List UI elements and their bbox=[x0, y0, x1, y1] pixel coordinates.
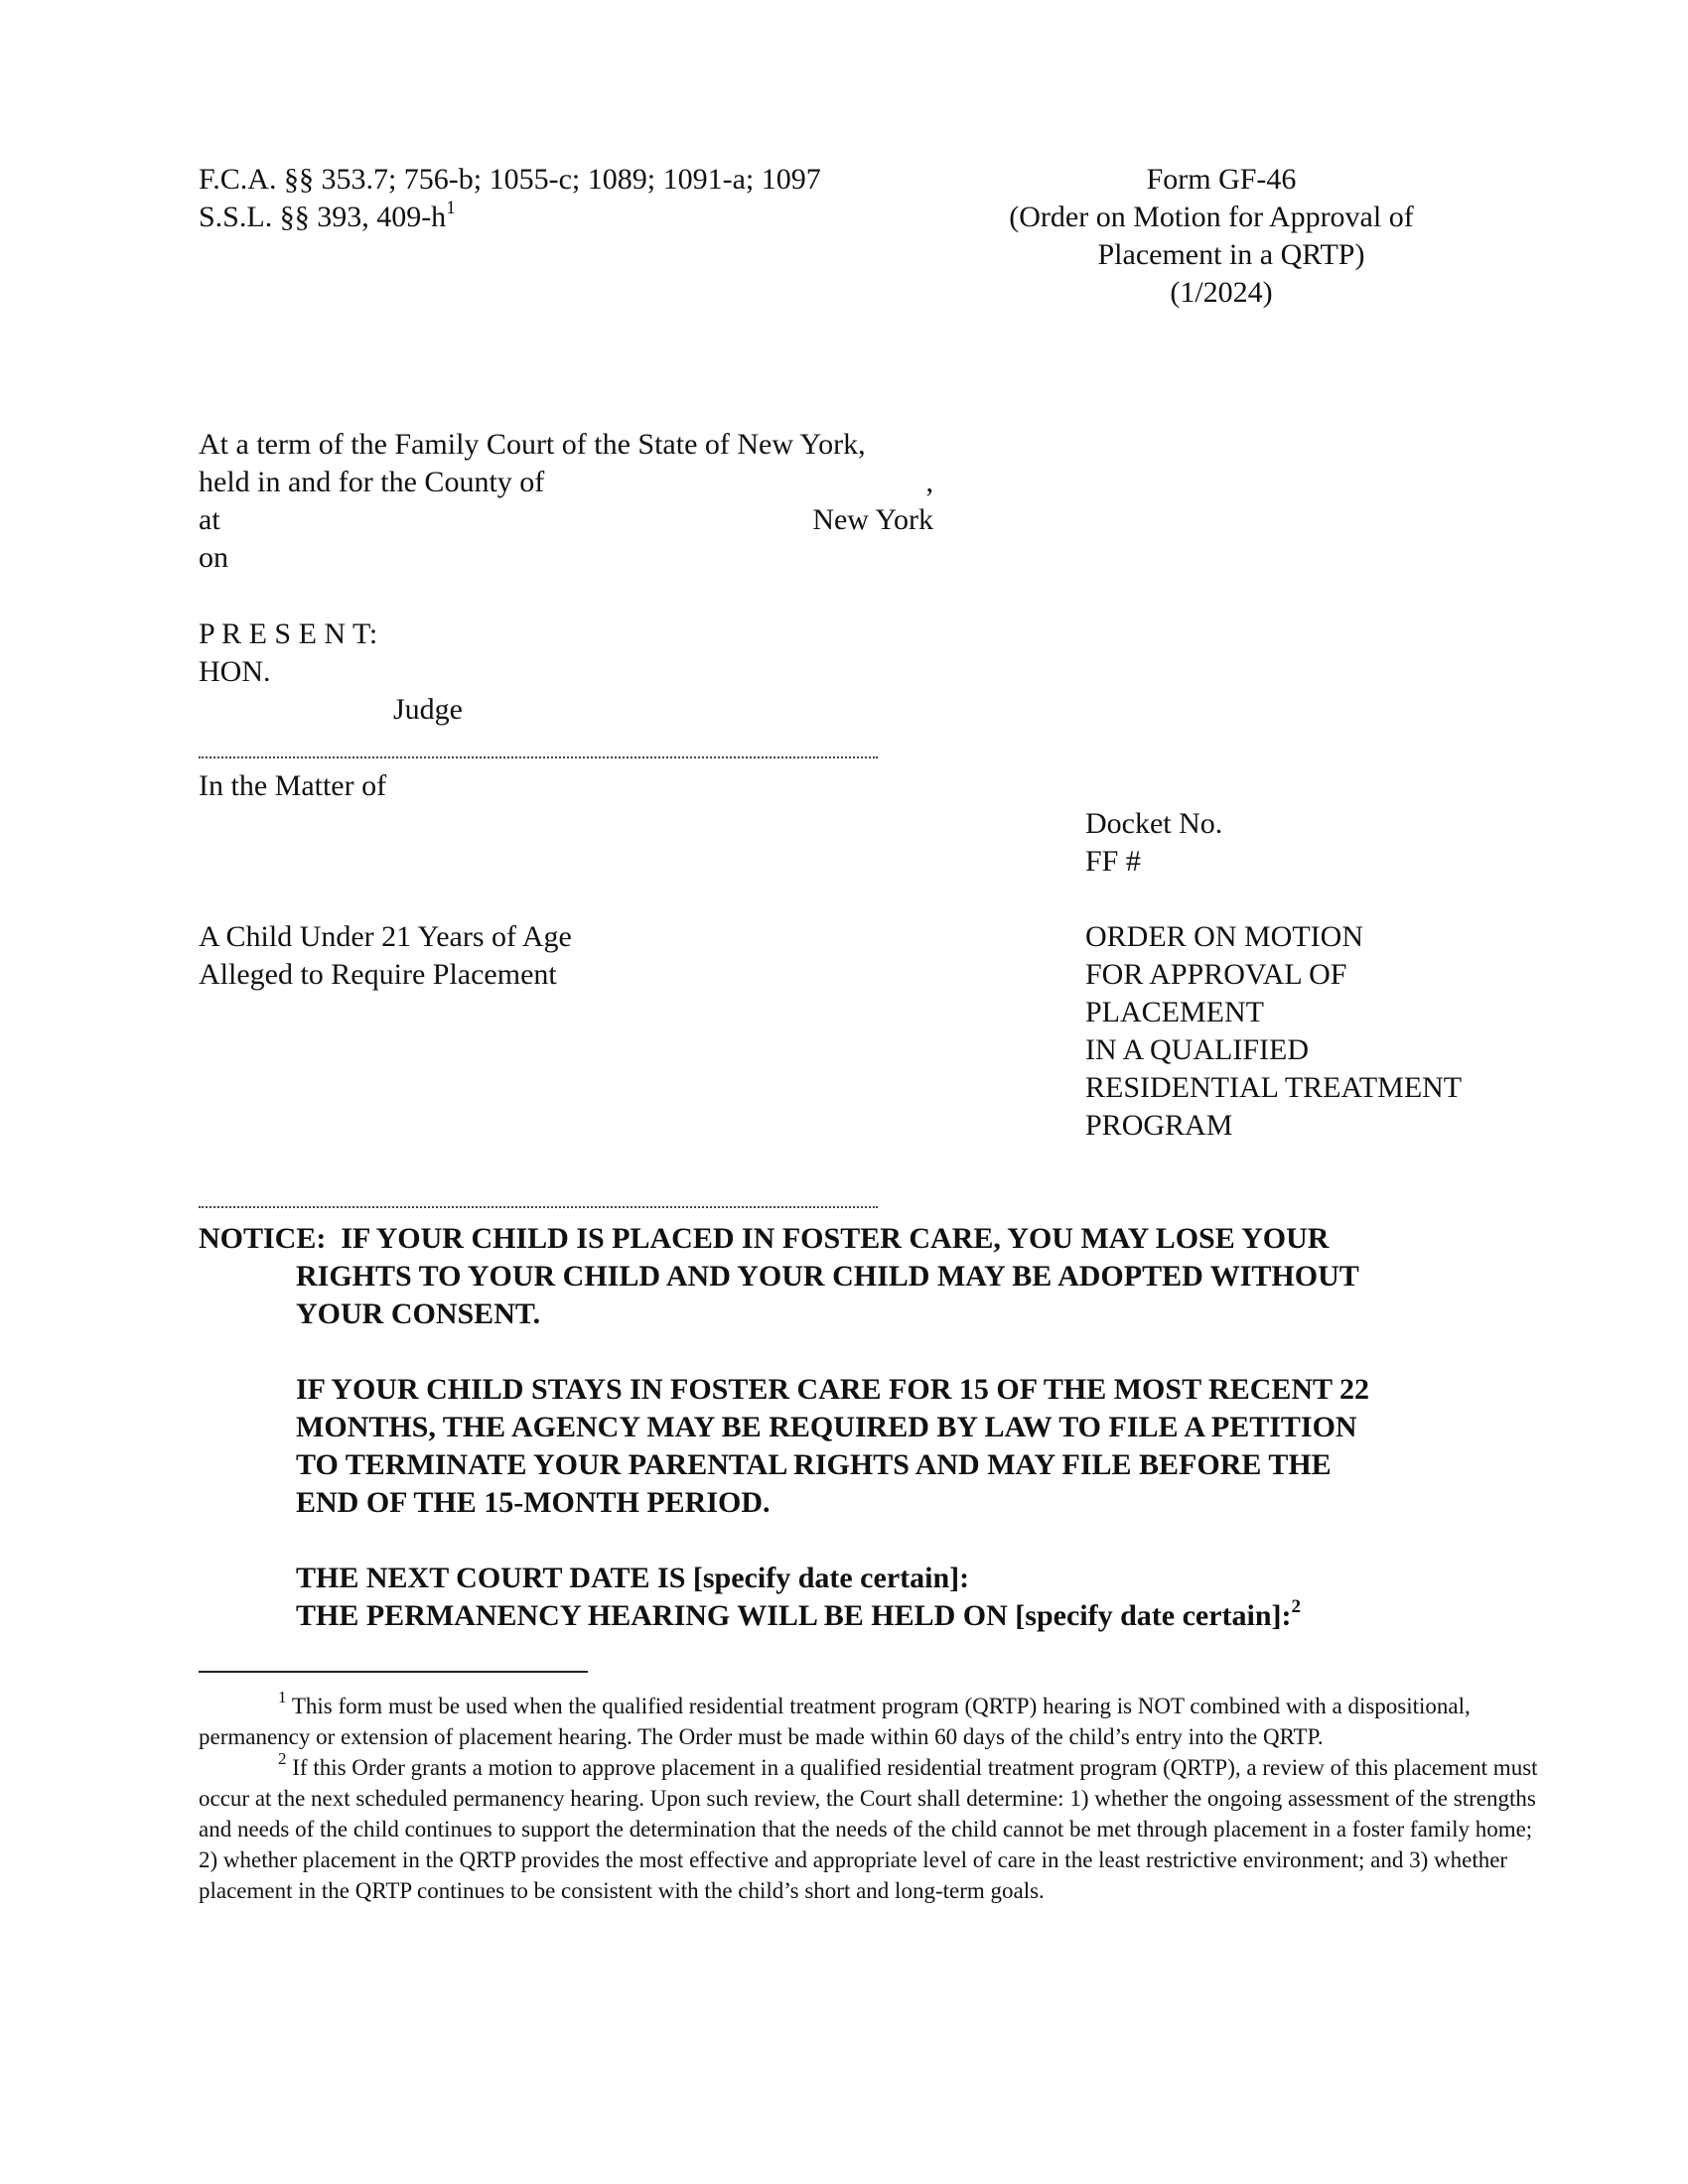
present-label: P R E S E N T: bbox=[199, 617, 378, 650]
notice-para2-line-3: TO TERMINATE YOUR PARENTAL RIGHTS AND MAY FILE BEFORE THE bbox=[296, 1448, 1332, 1481]
caption-divider-top bbox=[199, 756, 878, 758]
footnote-1-number: 1 bbox=[278, 1688, 287, 1707]
judge-label: Judge bbox=[393, 693, 463, 726]
form-identifier bbox=[953, 161, 1470, 312]
county-comma: , bbox=[925, 466, 933, 498]
statutes-citation bbox=[199, 161, 821, 236]
docket-block bbox=[1085, 805, 1222, 881]
court-dates bbox=[296, 1560, 1527, 1635]
child-line-2: Alleged to Require Placement bbox=[199, 958, 557, 991]
notice-para2-line-1: IF YOUR CHILD STAYS IN FOSTER CARE FOR 15 OF THE MOST RECENT 22 bbox=[296, 1373, 1370, 1406]
order-title-line-1: ORDER ON MOTION bbox=[1085, 920, 1363, 953]
order-title-line-2: FOR APPROVAL OF bbox=[1085, 958, 1347, 991]
notice-para2-line-2: MONTHS, THE AGENCY MAY BE REQUIRED BY LAW TO FILE A PETITION bbox=[296, 1411, 1357, 1443]
footnote-2-text: If this Order grants a motion to approve placement in a qualified residential treatment program (QRTP), a review of this placement must occur at the next scheduled permanency hearing. Upon such review, the Court shall determine: 1) whether the ongoing assessment of the strengths and needs of the child continues to support the determination that the needs of the child cannot be met through placement in a foster family home; 2) whether placement in the QRTP provides the most effective and appropriate level of care in the least restrictive environment; and 3) whether placement in the QRTP continues to be consistent with the child’s short and long-term goals. bbox=[199, 1755, 1538, 1903]
notice-block bbox=[199, 1220, 1529, 1333]
notice-para1-line-1-text: IF YOUR CHILD IS PLACED IN FOSTER CARE, YOU MAY LOSE YOUR bbox=[341, 1222, 1330, 1255]
county-label: held in and for the County of bbox=[199, 466, 545, 498]
court-term-block bbox=[199, 426, 933, 577]
form-number: Form GF-46 bbox=[1146, 163, 1297, 196]
state-label: New York bbox=[812, 503, 933, 536]
order-title-line-4: IN A QUALIFIED bbox=[1085, 1033, 1309, 1066]
present-block bbox=[199, 615, 463, 729]
order-title-line-6: PROGRAM bbox=[1085, 1109, 1233, 1142]
notice-para1-line-3: YOUR CONSENT. bbox=[296, 1297, 541, 1330]
hon-label: HON. bbox=[199, 655, 271, 688]
court-term-line-3 bbox=[199, 501, 933, 539]
footnote-2-number: 2 bbox=[278, 1749, 287, 1769]
footnote-ref-1: 1 bbox=[446, 198, 456, 218]
child-line-1: A Child Under 21 Years of Age bbox=[199, 920, 572, 953]
notice-label: NOTICE: bbox=[199, 1222, 327, 1255]
order-title-line-3: PLACEMENT bbox=[1085, 996, 1264, 1028]
notice-para1-line-2: RIGHTS TO YOUR CHILD AND YOUR CHILD MAY BE ADOPTED WITHOUT bbox=[296, 1260, 1359, 1293]
notice-para2-line-4: END OF THE 15-MONTH PERIOD. bbox=[296, 1486, 771, 1519]
permanency-hearing-line bbox=[296, 1597, 1527, 1635]
notice-paragraph-2 bbox=[296, 1371, 1527, 1522]
notice-para1-line-1 bbox=[199, 1220, 1529, 1258]
statutes-line-2 bbox=[199, 199, 821, 236]
form-title-line-1: (Order on Motion for Approval of bbox=[1009, 201, 1414, 233]
docket-label: Docket No. bbox=[1085, 807, 1223, 840]
in-the-matter-of: In the Matter of bbox=[199, 769, 387, 802]
footnote-2 bbox=[199, 1749, 1549, 1906]
form-date: (1/2024) bbox=[1170, 276, 1273, 309]
statutes-line-2-text: S.S.L. §§ 393, 409-h bbox=[199, 201, 447, 233]
next-court-date: THE NEXT COURT DATE IS [specify date certain]: bbox=[296, 1562, 970, 1594]
footnotes bbox=[199, 1688, 1549, 1906]
order-title-line-5: RESIDENTIAL TREATMENT bbox=[1085, 1071, 1463, 1104]
order-title bbox=[1085, 918, 1462, 1145]
caption-divider-bottom bbox=[199, 1206, 878, 1208]
footnote-separator bbox=[199, 1671, 588, 1673]
statutes-line-1: F.C.A. §§ 353.7; 756-b; 1055-c; 1089; 1091-a; 1097 bbox=[199, 163, 821, 196]
court-term-line-2 bbox=[199, 464, 933, 501]
on-label: on bbox=[199, 541, 228, 574]
court-term-line-1: At a term of the Family Court of the State of New York, bbox=[199, 428, 866, 461]
child-description bbox=[199, 918, 572, 994]
at-label: at bbox=[199, 503, 220, 536]
form-title-line-2: Placement in a QRTP) bbox=[1097, 238, 1365, 271]
permanency-hearing-text: THE PERMANENCY HEARING WILL BE HELD ON [specify date certain]: bbox=[296, 1599, 1292, 1632]
footnote-1-text: This form must be used when the qualified residential treatment program (QRTP) hearing is NOT combined with a dispositional, permanency or extension of placement hearing. The Order must be made within 60 days of the child’s entry into the QRTP. bbox=[199, 1694, 1471, 1749]
ff-label: FF # bbox=[1085, 845, 1141, 878]
footnote-1 bbox=[199, 1688, 1549, 1752]
footnote-ref-2: 2 bbox=[1291, 1596, 1302, 1617]
